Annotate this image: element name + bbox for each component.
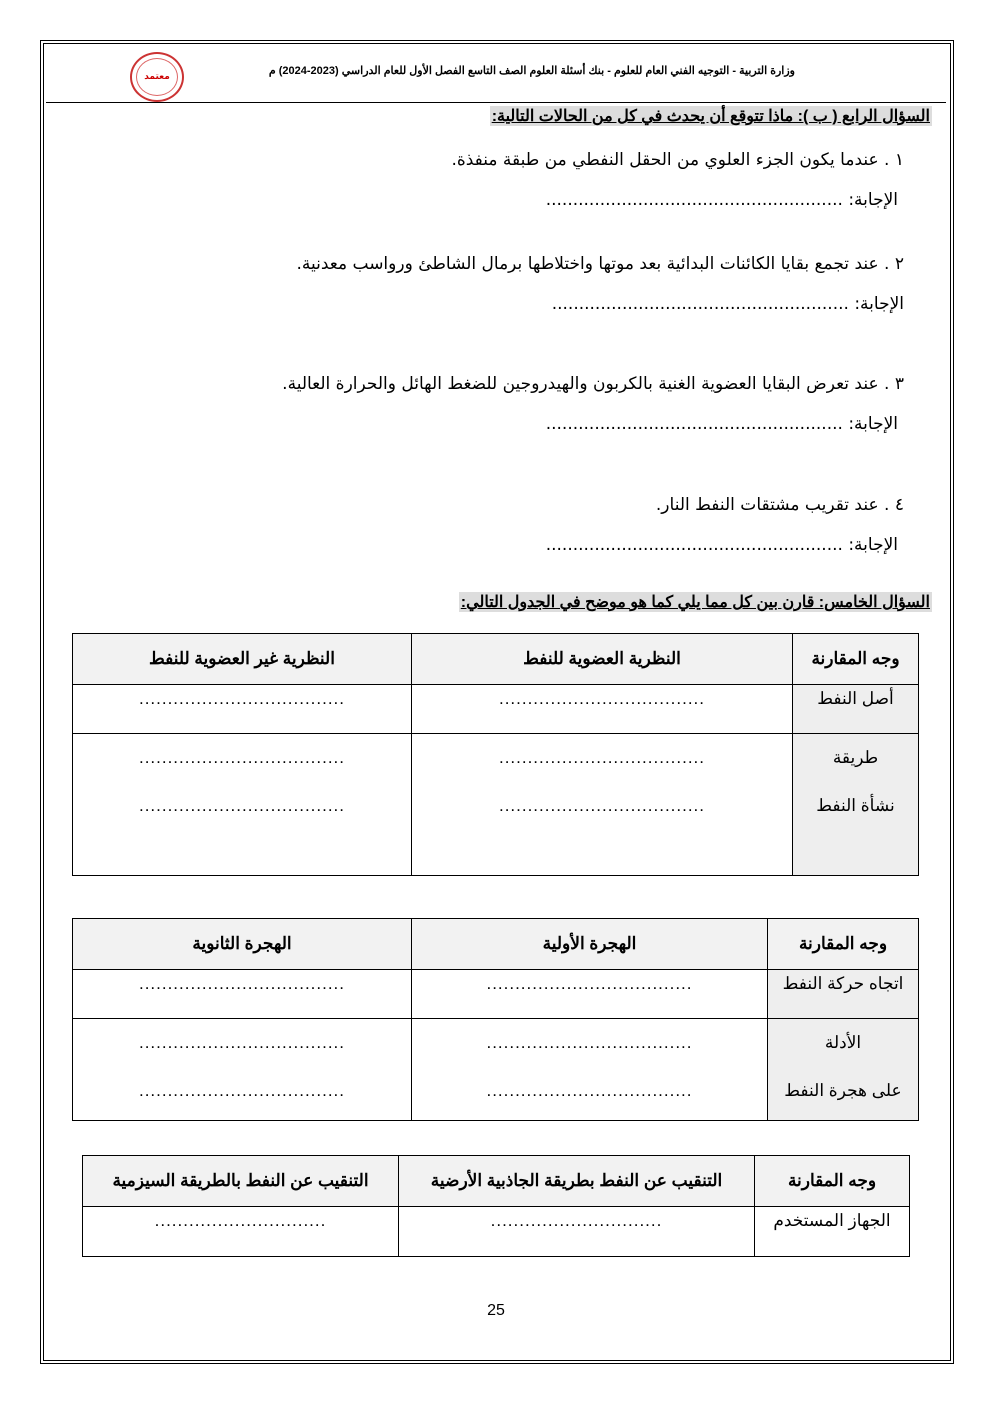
- answer-1: الإجابة: .......................................................: [545, 190, 898, 210]
- answer-3: الإجابة: .......................................................: [545, 414, 898, 434]
- question-5-title: السؤال الخامس: قارن بين كل مما يلي كما هو موضح في الجدول التالي:: [460, 594, 930, 611]
- item-3: ٣ . عند تعرض البقايا العضوية الغنية بالكربون والهيدروجين للضغط الهائل والحرارة العالية.: [282, 374, 904, 394]
- approval-seal: معتمد: [130, 52, 184, 102]
- item-2: ٢ . عند تجمع بقايا الكائنات البدائية بعد موتها واختلاطها برمال الشاطئ ورواسب معدنية.: [296, 254, 904, 274]
- answer-cell[interactable]: ..............................: [83, 1207, 399, 1257]
- comparison-table-theories: [72, 633, 919, 876]
- answer-2: الإجابة: .......................................................: [551, 294, 904, 314]
- header-cell: النظرية غير العضوية للنفط: [73, 634, 412, 685]
- row-label: اتجاه حركة النفط: [768, 970, 919, 1019]
- answer-cell[interactable]: .................................... ....................................: [73, 1019, 412, 1121]
- answer-cell[interactable]: ....................................: [412, 685, 793, 734]
- header-cell: التنقيب عن النفط بطريقة الجاذبية الأرضية: [399, 1156, 755, 1207]
- answer-cell[interactable]: .................................... ....................................: [412, 734, 793, 876]
- item-4: ٤ . عند تقريب مشتقات النفط النار.: [655, 495, 904, 515]
- answer-cell[interactable]: .................................... ....................................: [73, 734, 412, 876]
- row-label: الجهاز المستخدم: [755, 1207, 910, 1257]
- row-label: أصل النفط: [793, 685, 919, 734]
- row-label: الأدلة على هجرة النفط: [768, 1019, 919, 1121]
- header-cell: النظرية العضوية للنفط: [412, 634, 793, 685]
- header-cell: وجه المقارنة: [793, 634, 919, 685]
- answer-cell[interactable]: ....................................: [73, 970, 412, 1019]
- header-cell: الهجرة الثانوية: [73, 919, 412, 970]
- header-cell: التنقيب عن النفط بالطريقة السيزمية: [83, 1156, 399, 1207]
- answer-cell[interactable]: .................................... ....................................: [412, 1019, 768, 1121]
- answer-4: الإجابة: .......................................................: [545, 535, 898, 555]
- comparison-table-exploration: [82, 1155, 910, 1257]
- header-cell: الهجرة الأولية: [412, 919, 768, 970]
- answer-cell[interactable]: ..............................: [399, 1207, 755, 1257]
- header-cell: وجه المقارنة: [768, 919, 919, 970]
- header-divider: [46, 102, 946, 103]
- page-number: 25: [487, 1302, 505, 1319]
- row-label: طريقة نشأة النفط: [793, 734, 919, 876]
- comparison-table-migration: [72, 918, 919, 1121]
- answer-cell[interactable]: ....................................: [412, 970, 768, 1019]
- page-header: وزارة التربية - التوجيه الفني العام للعلوم - بنك أسئلة العلوم الصف التاسع الفصل الأول للعام الدراسي (2023-2024) م: [268, 65, 795, 77]
- header-cell: وجه المقارنة: [755, 1156, 910, 1207]
- question-4b-title: السؤال الرابع ( ب ): ماذا تتوقع أن يحدث في كل من الحالات التالية:: [491, 108, 930, 125]
- item-1: ١ . عندما يكون الجزء العلوي من الحقل النفطي من طبقة منفذة.: [451, 150, 904, 170]
- answer-cell[interactable]: ....................................: [73, 685, 412, 734]
